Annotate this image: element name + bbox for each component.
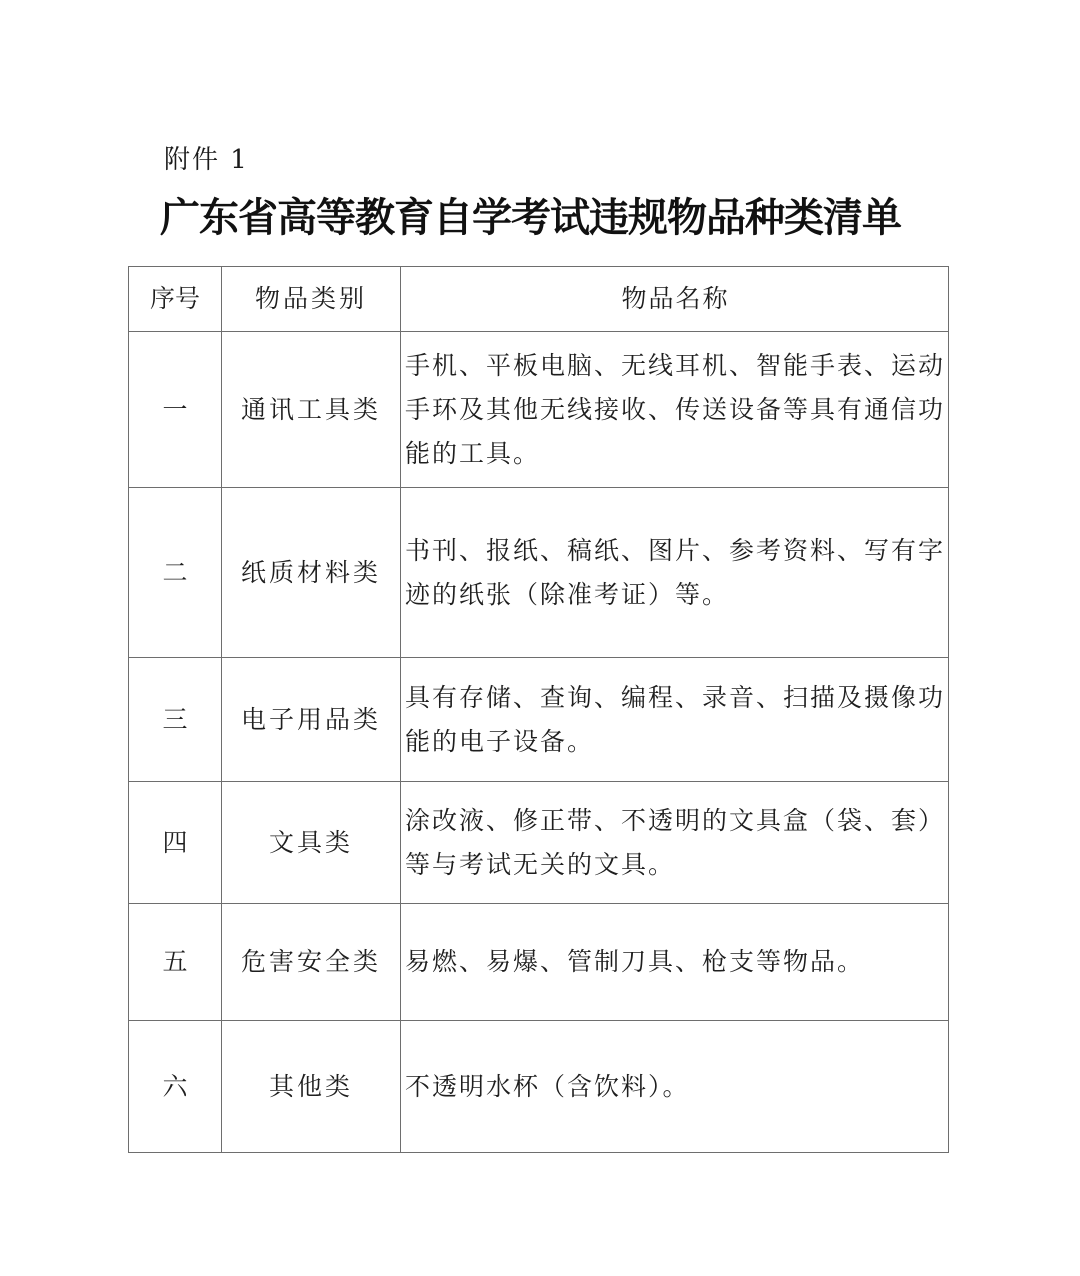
table-row	[129, 782, 949, 904]
row-index: 五	[129, 904, 222, 1021]
table-row	[129, 904, 949, 1021]
row-category: 危害安全类	[222, 904, 401, 1021]
row-items: 易燃、易爆、管制刀具、枪支等物品。	[401, 904, 949, 1021]
row-category: 通讯工具类	[222, 332, 401, 488]
header-category: 物品类别	[222, 267, 401, 332]
row-category: 文具类	[222, 782, 401, 904]
document-title: 广东省高等教育自学考试违规物品种类清单	[160, 194, 901, 241]
attachment-label: 附件 1	[164, 145, 249, 175]
table-row	[129, 488, 949, 658]
table-row	[129, 658, 949, 782]
row-index: 六	[129, 1021, 222, 1153]
row-items: 涂改液、修正带、不透明的文具盒（袋、套）等与考试无关的文具。	[401, 782, 949, 904]
table-header-row	[129, 267, 949, 332]
row-items: 具有存储、查询、编程、录音、扫描及摄像功能的电子设备。	[401, 658, 949, 782]
row-category: 电子用品类	[222, 658, 401, 782]
row-items: 不透明水杯（含饮料）。	[401, 1021, 949, 1153]
header-index: 序号	[129, 267, 222, 332]
row-items: 手机、平板电脑、无线耳机、智能手表、运动手环及其他无线接收、传送设备等具有通信功能的工具。	[401, 332, 949, 488]
row-index: 一	[129, 332, 222, 488]
row-category: 纸质材料类	[222, 488, 401, 658]
row-index: 二	[129, 488, 222, 658]
row-index: 三	[129, 658, 222, 782]
row-items: 书刊、报纸、稿纸、图片、参考资料、写有字迹的纸张（除准考证）等。	[401, 488, 949, 658]
prohibited-items-table	[128, 266, 949, 1153]
header-item-names: 物品名称	[401, 267, 949, 332]
row-category: 其他类	[222, 1021, 401, 1153]
table-row	[129, 1021, 949, 1153]
table-row	[129, 332, 949, 488]
row-index: 四	[129, 782, 222, 904]
